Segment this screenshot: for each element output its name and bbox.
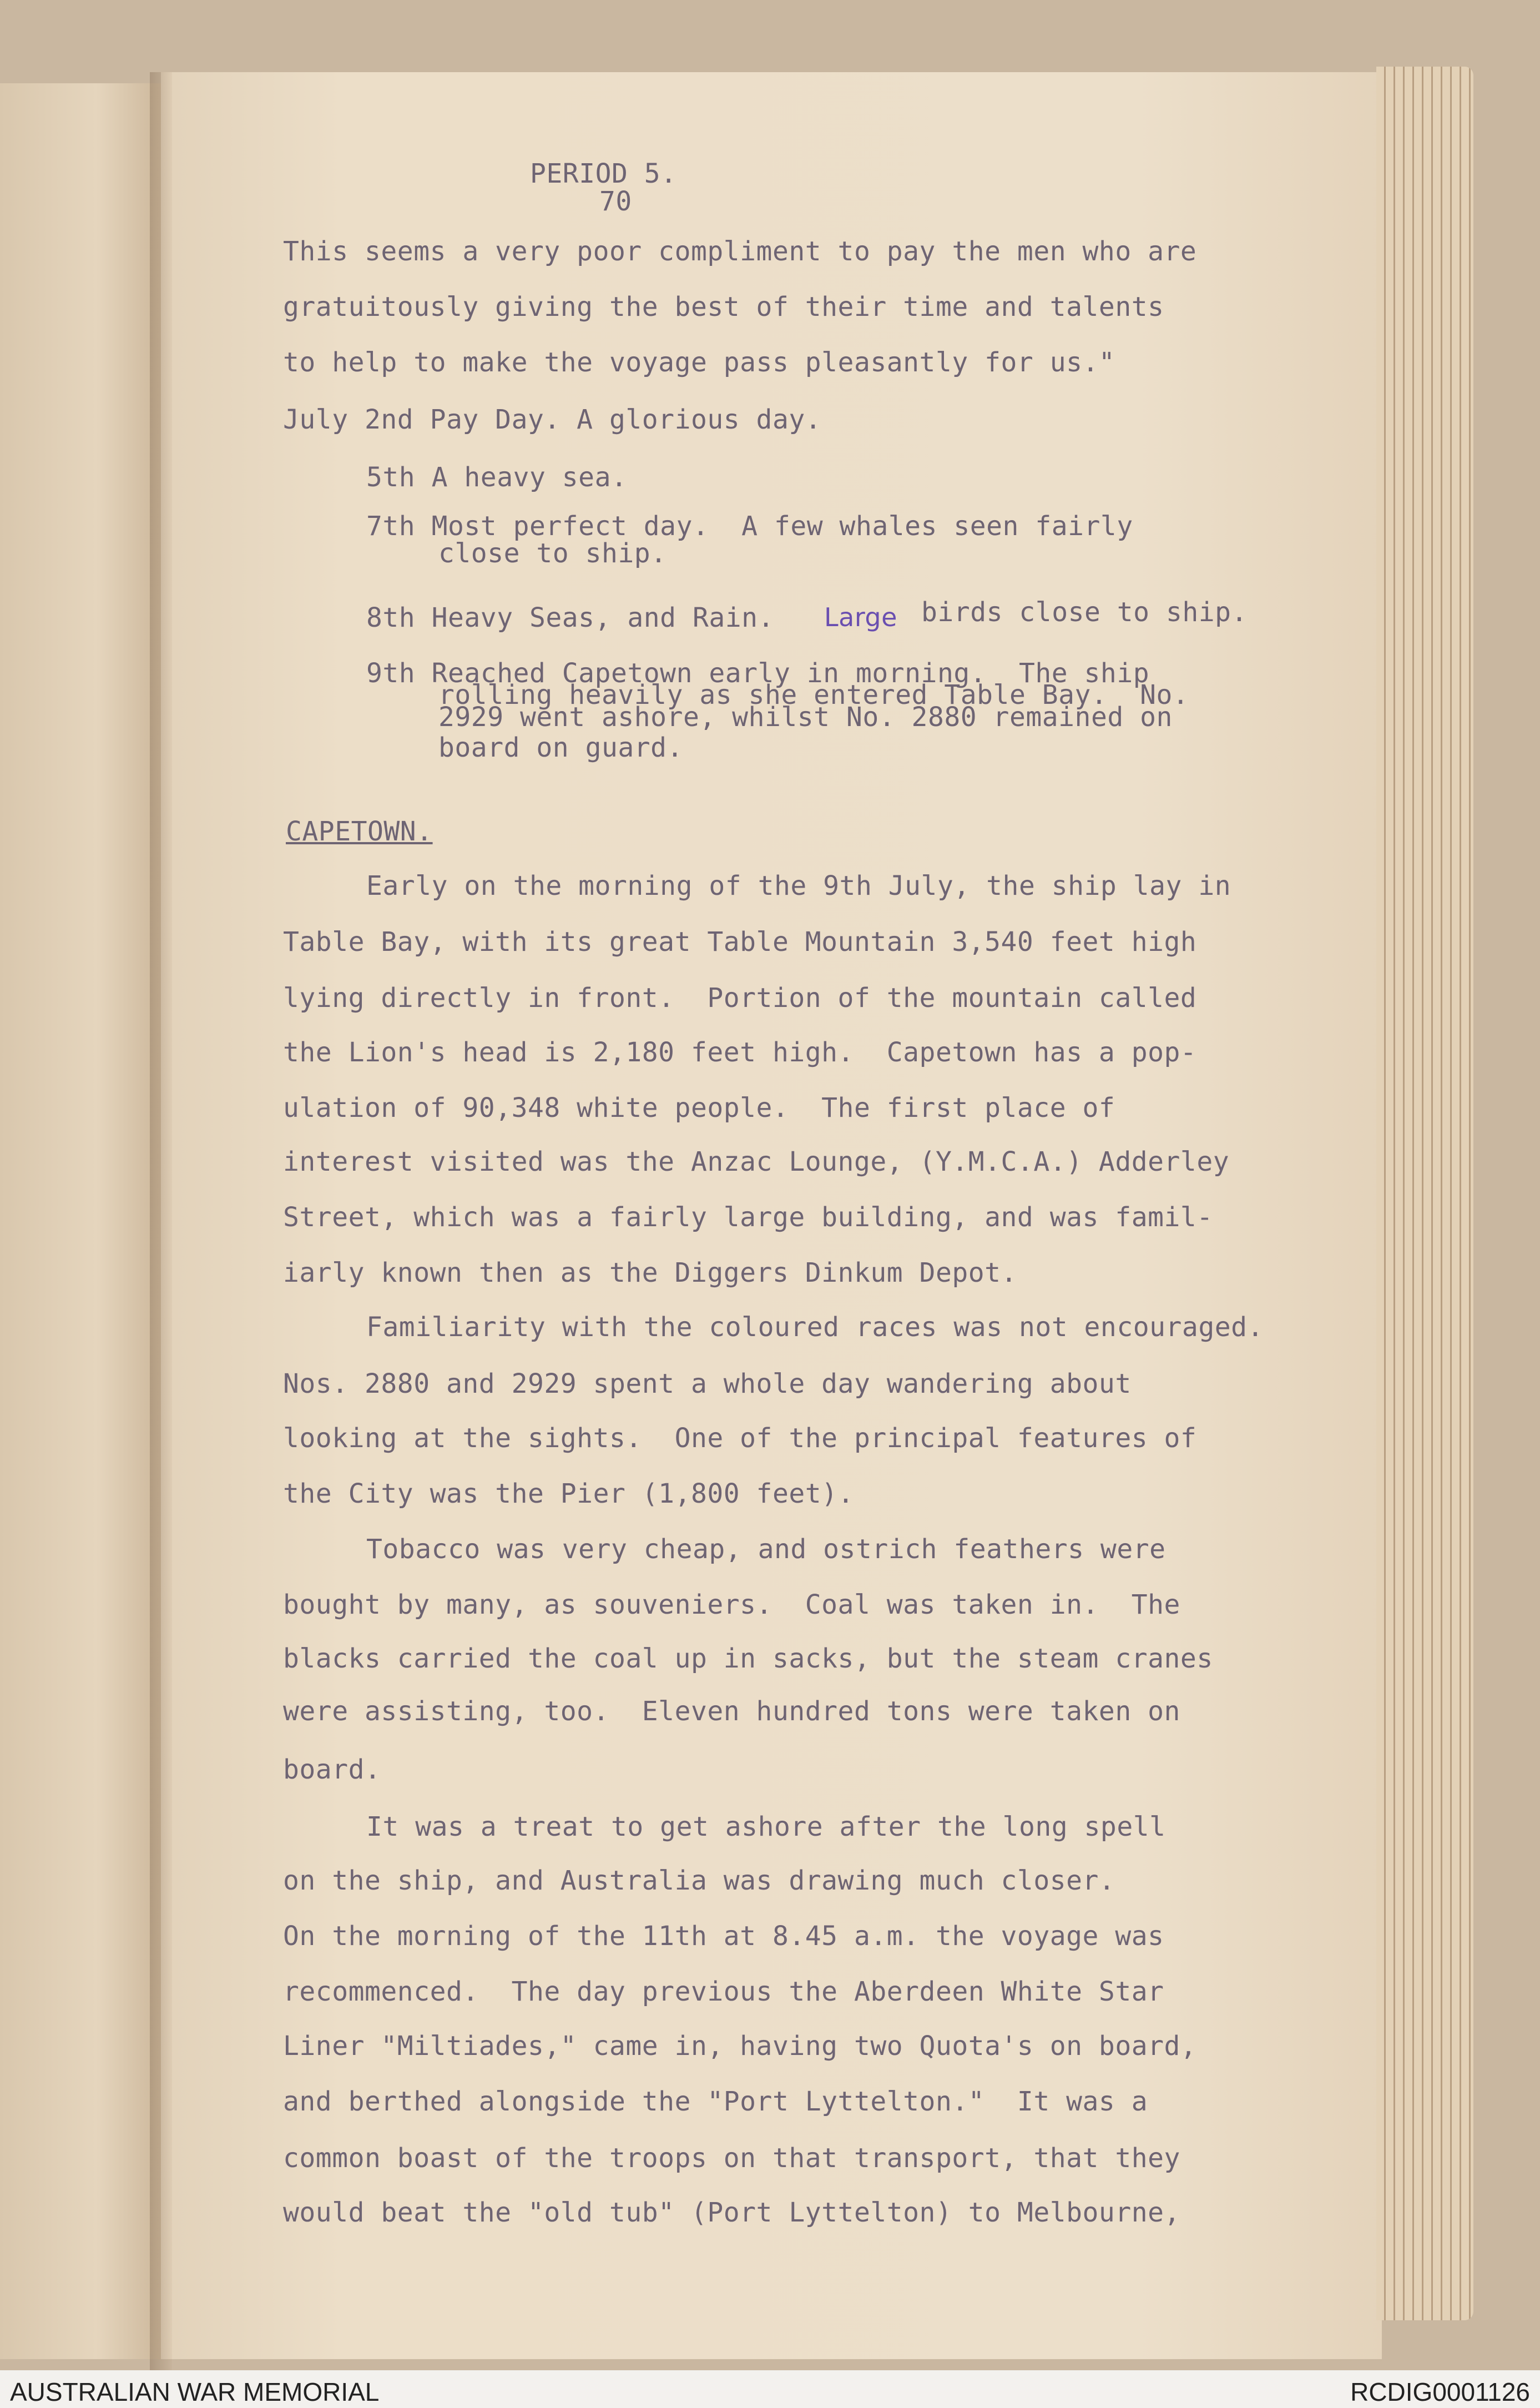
text-line: On the morning of the 11th at 8.45 a.m. the voyage was [283,1921,1164,1952]
text-line: July 2nd Pay Day. A glorious day. [283,404,822,435]
handwritten-insert: Large [824,602,897,632]
page-edges-stack [1376,67,1473,2320]
text-line: Street, which was a fairly large building, and was famil- [283,1202,1213,1233]
text-line: board. [283,1754,381,1785]
archive-footer [0,2370,1540,2408]
text-line: iarly known then as the Diggers Dinkum Depot. [283,1257,1017,1288]
text-line: looking at the sights. One of the principal features of [283,1423,1197,1454]
text-line: lying directly in front. Portion of the mountain called [283,983,1197,1014]
text-line: bought by many, as souveniers. Coal was taken in. The [283,1589,1180,1620]
text-line: Liner "Miltiades," came in, having two Quota's on board, [283,2031,1197,2062]
book-gutter [150,72,172,2370]
text-line: Familiarity with the coloured races was not encouraged. [366,1312,1264,1343]
text-line: Nos. 2880 and 2929 spent a whole day wandering about [283,1368,1132,1399]
archive-name: AUSTRALIAN WAR MEMORIAL [10,2377,380,2406]
text-line: It was a treat to get ashore after the long spell [366,1811,1166,1842]
text-line: interest visited was the Anzac Lounge, (Y.M.C.A.) Adderley [283,1146,1230,1177]
diary-entry-8th-end: birds close to ship. [921,597,1248,628]
diary-entry-9th-cont: board on guard. [438,732,683,763]
text-line: blacks carried the coal up in sacks, but the steam cranes [283,1643,1213,1674]
text-line: would beat the "old tub" (Port Lyttelton) to Melbourne, [283,2197,1180,2228]
text-line: the City was the Pier (1,800 feet). [283,1478,854,1509]
diary-entry-5th: 5th A heavy sea. [366,462,628,493]
text-line: on the ship, and Australia was drawing much closer. [283,1865,1115,1896]
diary-entry-9th: 9th Reached Capetown early in morning. The ship [366,658,1150,689]
text-line: recommenced. The day previous the Aberdeen White Star [283,1976,1164,2007]
diary-entry-7th-cont: close to ship. [438,538,667,569]
text-line: ulation of 90,348 white people. The first place of [283,1092,1115,1124]
left-page-edge [0,83,161,2359]
text-line: to help to make the voyage pass pleasantly for us." [283,347,1115,378]
diary-entry-9th-cont: rolling heavily as she entered Table Bay. No. [438,679,1189,711]
period-heading: PERIOD 5. [530,158,677,189]
diary-entry-7th: 7th Most perfect day. A few whales seen fairly [366,511,1133,542]
text-line: gratuitously giving the best of their time and talents [283,291,1164,323]
text-line: Early on the morning of the 9th July, the ship lay in [366,870,1231,901]
text-line: and berthed alongside the "Port Lyttelton." It was a [283,2086,1148,2117]
text-line: the Lion's head is 2,180 feet high. Capetown has a pop- [283,1037,1197,1068]
section-title-capetown: CAPETOWN. [286,816,433,847]
text-line: This seems a very poor compliment to pay the men who are [283,236,1197,267]
text-line: Tobacco was very cheap, and ostrich feathers were [366,1534,1166,1565]
text-line: Table Bay, with its great Table Mountain 3,540 feet high [283,926,1197,958]
text-line: were assisting, too. Eleven hundred tons were taken on [283,1696,1180,1727]
page-number: 70 [599,186,632,217]
diary-entry-8th: 8th Heavy Seas, and Rain. [366,602,774,633]
diary-entry-9th-cont: 2929 went ashore, whilst No. 2880 remained on [438,702,1173,733]
image-reference-id: RCDIG0001126 [1350,2377,1530,2406]
text-line: common boast of the troops on that transport, that they [283,2143,1180,2174]
